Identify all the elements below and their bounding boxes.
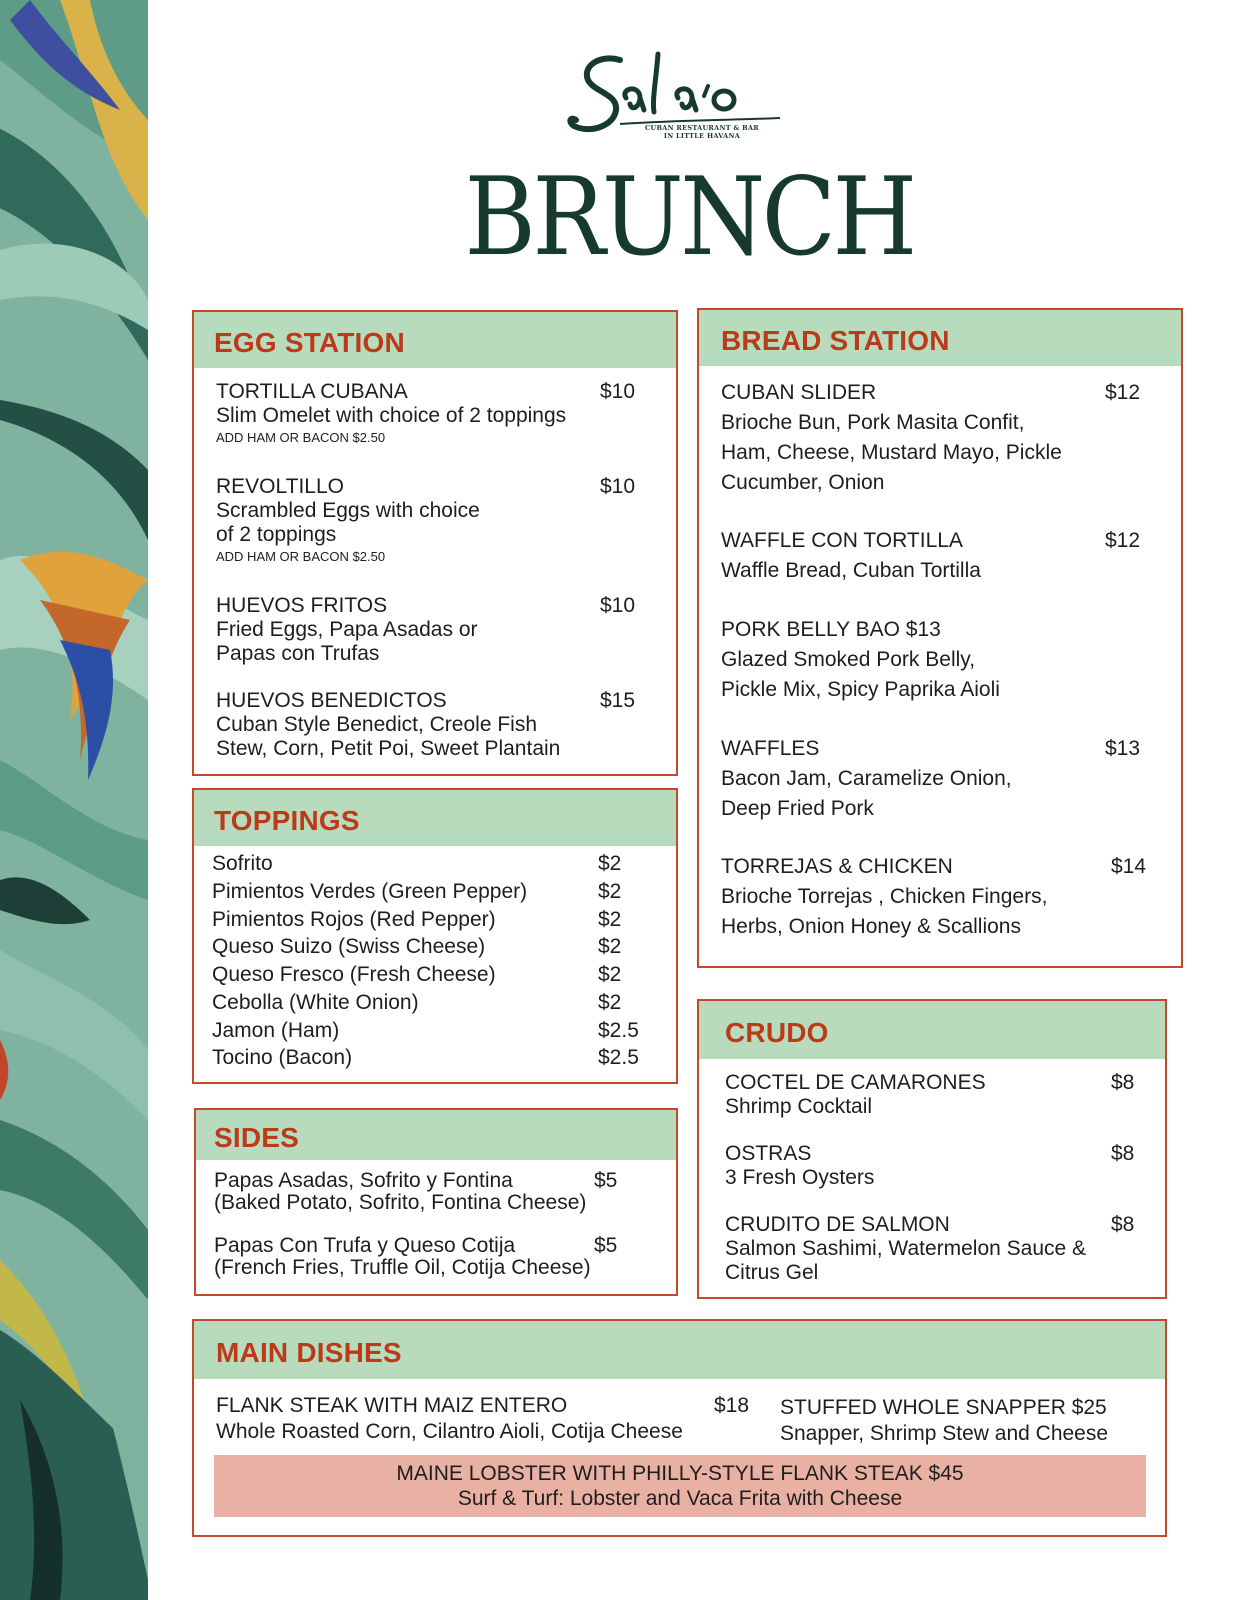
item-description: Snapper, Shrimp Stew and Cheese: [780, 1422, 1109, 1445]
topping-name: Tocino (Bacon): [212, 1046, 353, 1069]
menu-item: [216, 475, 480, 567]
item-description: Brioche Bun, Pork Masita Confit,: [721, 411, 1025, 434]
crudo-header: [699, 1001, 1165, 1059]
sides-heading: SIDES: [214, 1122, 300, 1153]
main-dishes-heading: MAIN DISHES: [216, 1337, 402, 1368]
toppings-heading: TOPPINGS: [214, 805, 360, 836]
item-description: Herbs, Onion Honey & Scallions: [721, 915, 1021, 938]
sides-section: [194, 1108, 678, 1296]
item-name: WAFFLE CON TORTILLA: [721, 529, 963, 552]
topping-price: $2.5: [598, 1046, 639, 1069]
menu-item: [721, 526, 981, 586]
item-note: ADD HAM OR BACON $2.50: [216, 549, 386, 564]
topping-price: $2: [598, 935, 622, 958]
item-description: Cuban Style Benedict, Creole Fish: [216, 713, 537, 736]
item-description: Deep Fried Pork: [721, 797, 874, 820]
item-description: Ham, Cheese, Mustard Mayo, Pickle: [721, 441, 1062, 464]
topping-name: Jamon (Ham): [212, 1019, 340, 1042]
item-name: TORREJAS & CHICKEN: [721, 855, 953, 878]
restaurant-logo: [560, 40, 800, 150]
item-price: $8: [1111, 1213, 1135, 1236]
menu-item: [780, 1395, 1108, 1447]
menu-item: [721, 615, 1000, 705]
item-description: 3 Fresh Oysters: [725, 1166, 875, 1189]
item-description: of 2 toppings: [216, 523, 337, 546]
item-name: HUEVOS FRITOS: [216, 594, 388, 617]
item-description: Scrambled Eggs with choice: [216, 499, 480, 522]
topping-name: Cebolla (White Onion): [212, 991, 419, 1014]
item-price: $10: [600, 594, 636, 617]
item-price: $8: [1111, 1071, 1135, 1094]
item-price: $12: [1105, 529, 1141, 552]
menu-item: [216, 380, 566, 448]
crudo-heading: CRUDO: [725, 1017, 829, 1048]
sides-header: [196, 1110, 676, 1160]
item-description: Brioche Torrejas , Chicken Fingers,: [721, 885, 1048, 908]
crudo-section: [697, 999, 1167, 1299]
featured-lobster-dish: [214, 1455, 1146, 1517]
item-description: Stew, Corn, Petit Poi, Sweet Plantain: [216, 737, 561, 760]
egg-station-header: [194, 312, 676, 368]
item-description: Shrimp Cocktail: [725, 1095, 873, 1118]
side-item: [214, 1235, 591, 1279]
featured-dish-name: MAINE LOBSTER WITH PHILLY-STYLE FLANK STEAK $45: [396, 1462, 964, 1485]
toppings-header: [194, 790, 676, 846]
item-price: $5: [594, 1169, 618, 1192]
item-description: Salmon Sashimi, Watermelon Sauce &: [725, 1237, 1087, 1260]
item-description: Glazed Smoked Pork Belly,: [721, 648, 976, 671]
item-description: Papas con Trufas: [216, 642, 380, 665]
menu-item: [216, 689, 560, 761]
page-title: BRUNCH: [464, 155, 914, 280]
topping-price: $2: [598, 908, 622, 931]
item-description: Fried Eggs, Papa Asadas or: [216, 618, 478, 641]
logo-subtitle: [622, 124, 782, 140]
menu-item: [721, 734, 1012, 824]
item-price: $10: [600, 380, 636, 403]
egg-station-section: [192, 310, 678, 776]
item-price: $18: [714, 1394, 750, 1417]
menu-item: [216, 1393, 683, 1445]
tropical-leaf-decoration: [0, 0, 148, 1600]
menu-item: [721, 378, 1062, 498]
toppings-section: [192, 788, 678, 1084]
menu-item: [216, 594, 478, 666]
topping-name: Queso Suizo (Swiss Cheese): [212, 935, 486, 958]
topping-name: Pimientos Rojos (Red Pepper): [212, 908, 496, 931]
bread-station-section: [697, 308, 1183, 968]
item-description: (Baked Potato, Sofrito, Fontina Cheese): [214, 1191, 587, 1214]
topping-price: $2: [598, 991, 622, 1014]
item-price: $14: [1111, 855, 1147, 878]
topping-price: $2: [598, 880, 622, 903]
topping-price: $2: [598, 852, 622, 875]
item-name: TORTILLA CUBANA: [216, 380, 408, 403]
topping-price: $2.5: [598, 1019, 639, 1042]
bread-station-heading: BREAD STATION: [721, 325, 950, 356]
item-name: REVOLTILLO: [216, 475, 344, 498]
item-name: HUEVOS BENEDICTOS: [216, 689, 447, 712]
item-price: $8: [1111, 1142, 1135, 1165]
item-description: (French Fries, Truffle Oil, Cotija Cheese): [214, 1256, 591, 1279]
item-price: $12: [1105, 381, 1141, 404]
main-dishes-header: [194, 1321, 1165, 1379]
item-name: OSTRAS: [725, 1142, 812, 1165]
item-name: STUFFED WHOLE SNAPPER $25: [780, 1396, 1107, 1419]
item-note: ADD HAM OR BACON $2.50: [216, 430, 386, 445]
featured-dish-description: Surf & Turf: Lobster and Vaca Frita with Cheese: [457, 1487, 903, 1510]
topping-name: Sofrito: [212, 852, 273, 875]
item-name: WAFFLES: [721, 737, 820, 760]
item-name: CRUDITO DE SALMON: [725, 1213, 950, 1236]
menu-item: [721, 852, 1047, 942]
topping-name: Pimientos Verdes (Green Pepper): [212, 880, 528, 903]
logo-subtitle-line2: IN LITTLE HAVANA: [663, 132, 741, 140]
item-price: $13: [1105, 737, 1141, 760]
menu-item: [725, 1142, 874, 1190]
item-price: $5: [594, 1234, 618, 1257]
item-price: $15: [600, 689, 636, 712]
logo-subtitle-line1: CUBAN RESTAURANT & BAR: [645, 124, 759, 132]
menu-item: [725, 1213, 1086, 1285]
item-name: CUBAN SLIDER: [721, 381, 877, 404]
main-dishes-section: [192, 1319, 1167, 1537]
item-description: Waffle Bread, Cuban Tortilla: [721, 559, 981, 582]
item-description: Slim Omelet with choice of 2 toppings: [216, 404, 567, 427]
item-description: Cucumber, Onion: [721, 471, 885, 494]
item-description: Whole Roasted Corn, Cilantro Aioli, Cotija Cheese: [216, 1420, 683, 1443]
bread-station-header: [699, 310, 1181, 366]
item-name: COCTEL DE CAMARONES: [725, 1071, 986, 1094]
item-price: $10: [600, 475, 636, 498]
item-name: Papas Con Trufa y Queso Cotija: [214, 1234, 516, 1257]
item-name: PORK BELLY BAO $13: [721, 618, 941, 641]
side-item: [214, 1170, 586, 1214]
item-name: FLANK STEAK WITH MAIZ ENTERO: [216, 1394, 568, 1417]
item-description: Pickle Mix, Spicy Paprika Aioli: [721, 678, 1000, 701]
menu-item: [725, 1071, 986, 1119]
item-description: Citrus Gel: [725, 1261, 819, 1284]
topping-name: Queso Fresco (Fresh Cheese): [212, 963, 496, 986]
item-description: Bacon Jam, Caramelize Onion,: [721, 767, 1012, 790]
item-name: Papas Asadas, Sofrito y Fontina: [214, 1169, 513, 1192]
egg-station-heading: EGG STATION: [214, 327, 405, 358]
topping-price: $2: [598, 963, 622, 986]
